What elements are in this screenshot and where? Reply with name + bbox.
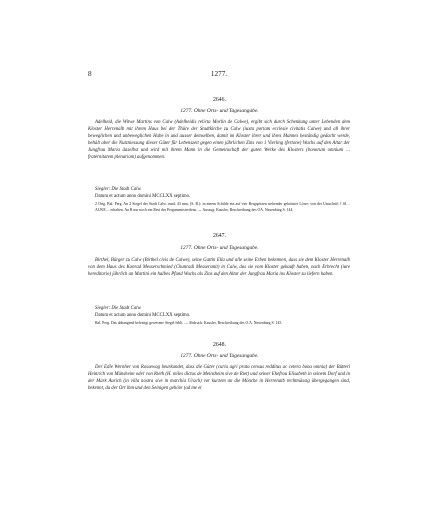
page-number: 8 [88,70,92,78]
entry-body: Birthel, Bürger zu Calw (Birthel civis de Calwe), seine Gattin Ella und alle seine Erben bekennen, dass sie dem Kloster Herrenalb von dem Haus des Konrad Messerschmied (Chunradi Messersmit) in Calw, das sie vom Kloster gekauft haben, nach Erbrecht (iure hereditario) jährlich an Martini ein halbes Pfund Wachs als Zins auf den Altar der Jungfrau Maria ins Kloster zu liefern haben. [88,258,350,278]
siegler-text: Siegler: Die Stadt Calw. [95,306,142,311]
entry-subheading: 1277. Ohne Orts- und Tagesangabe. [180,108,259,114]
entry-footnote: 2 Orig. Bal. Perg. An 2 Siegel der Stadt Calw, rund, 43 mm, (S. B.): in einem Schilde ein auf vier Bergspitzen stehender gekrönter Löwe; von der Umschrift †.SI… ALWE… erhalten. An B nur noch ein Rest des Pergamentstreifens. — Auszug: Kausler, Beschreibung des OA. Neuenbürg S. 144. [95,202,350,212]
entry-siegler [95,187,350,193]
entry-subheading: 1277. Ohne Orts- und Tagesangabe. [180,353,259,359]
entry-datum: Datum et actum anno domini MCCLXX septimo. [95,194,191,199]
entry-datum: Datum et actum anno domini MCCLXX septimo. [95,313,191,318]
entry-siegler [95,306,350,312]
header-year: 1277. [210,70,228,78]
entry-number: 2647. [212,233,227,239]
entry-number: 2646. [212,97,227,103]
siegler-text: Siegler: Die Stadt Calw. [95,187,142,192]
entry-number: 2648. [212,342,227,348]
entry-body: Adelheid, die Witwe Martins von Calw (Adelheidis relicta Morlin de Calwe), ergibt sich durch Schenkung unter Lebenden dem Kloster Herrenalb mit ihrem Haus bei der Thüre der Stadtkirche zu Calw (iuxta portam ecclesie civitatis Calwe) und all ihrer beweglichen und unbeweglichen Habe in und ausser demselben, damit im Kloster ihrer und ihres Mannes beständig gedacht werde, behält aber die Nutzniessung dieser Güter für Lebenszeit gegen einen jährlichen Zins von 1 Vierling (fertone) Wachs auf den Altar der Jungfrau Maria daselbst und wird mit ihrem Mann in die Gemeinschaft der guten Werke des Klosters (bonorum omnium … fraternitatem plenariam) aufgenommen. [88,120,350,161]
entry-footnote: Bal. Perg. Das abhangend befestigt gewesene Siegel fehlt. — Abdruck: Kausler, Beschreibung des O.A. Neuenbürg S. 145. [95,321,283,325]
entry-subheading: 1277. Ohne Orts- und Tagesangabe. [180,245,259,251]
running-header [88,70,350,80]
entry-body: Der Edle Wernher von Rossewag beurkundet, dass die Güter (curia agri prata census redditus ac cetera bona omnia) der Bütteri Heinrich von Münsheim oder von Rieth (H. miles dictus de Meinsheim sive de Riet) und seiner Ehefrau Elisabeth in seinem Dorf und in der Mark Aurich (in villa nostra sive in marchia Urach) vor kurzem an die Mönche in Herrenalb rechtmässig übergegangen sind, bekennt, da der Ort ihm und den Seinigen gehöre (ad me et [88,365,350,392]
